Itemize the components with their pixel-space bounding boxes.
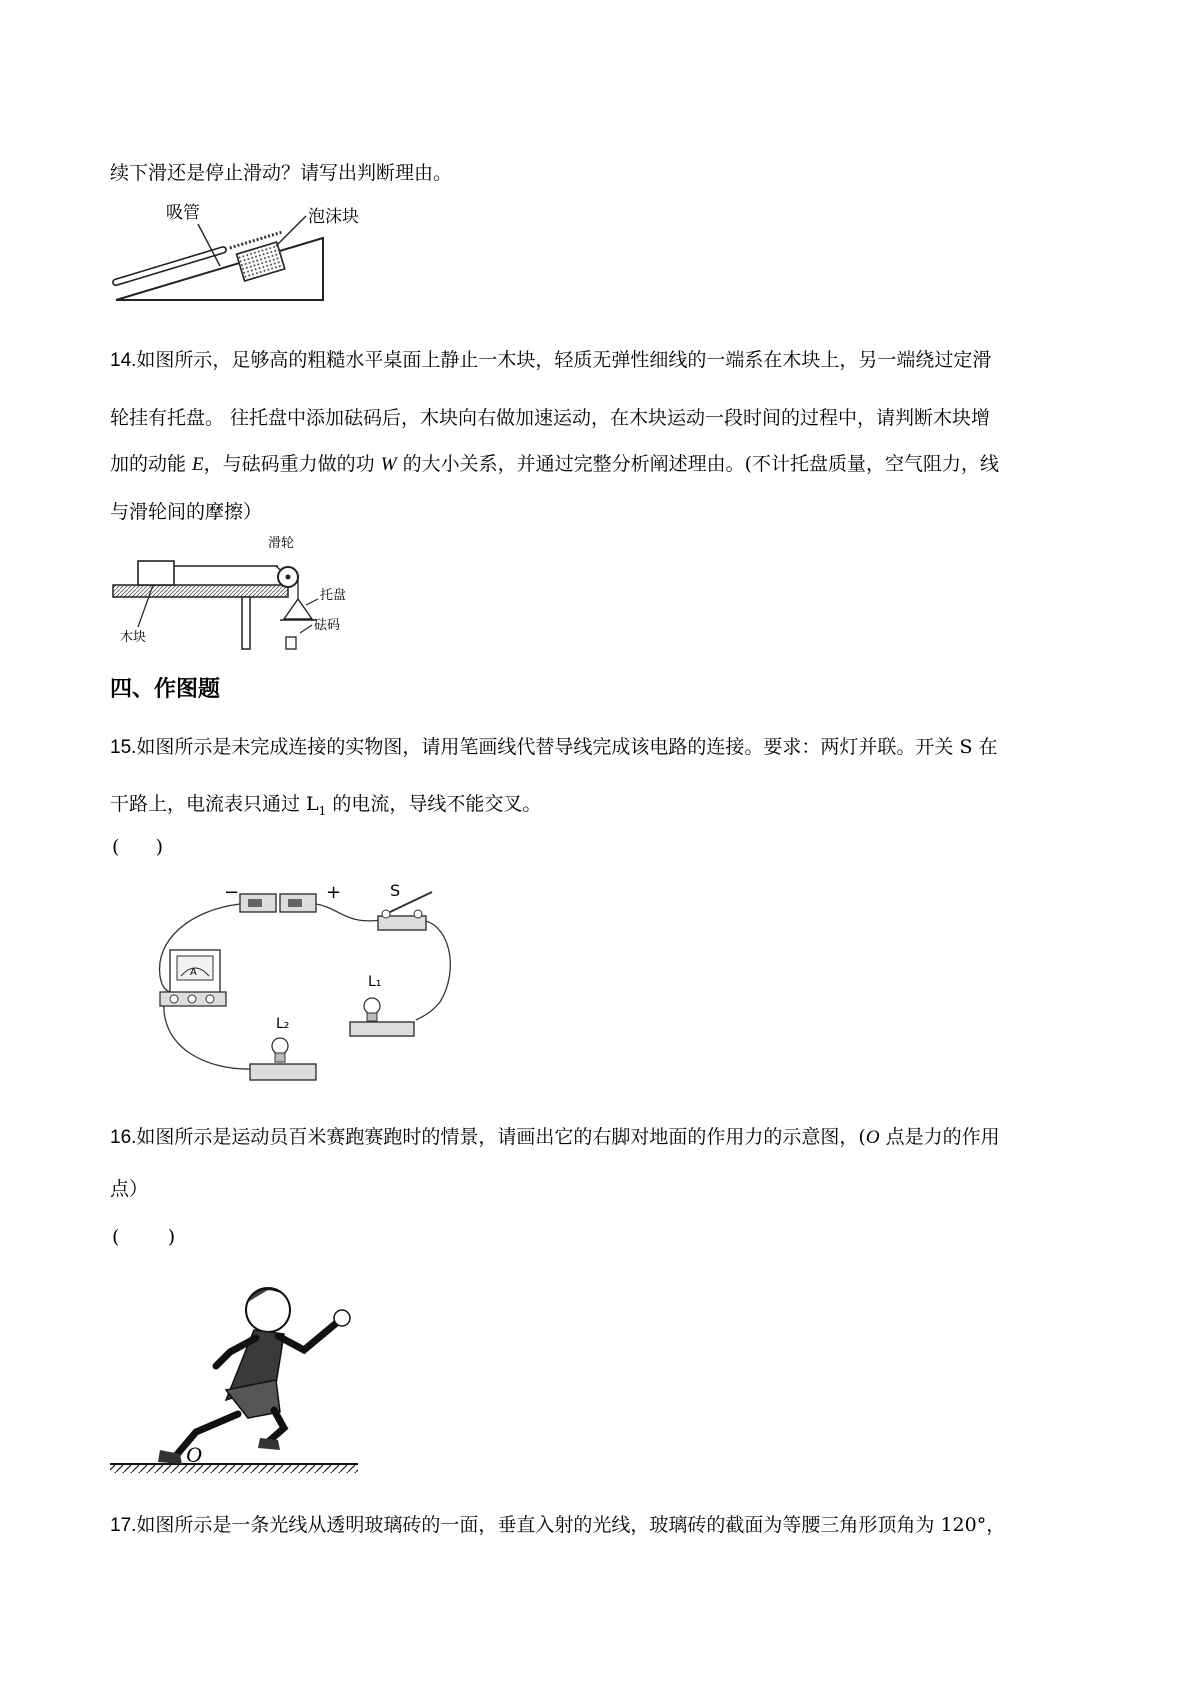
q15-circuit-figure <box>150 880 480 1090</box>
lamp1-label: L₁ <box>368 974 382 990</box>
straw-label: 吸管 <box>166 203 200 223</box>
block-label: 木块 <box>120 630 147 645</box>
q15-line1 <box>110 732 998 759</box>
q16-line1-a: 如图所示是运动员百米赛跑赛跑时的情景，请画出它的右脚对地面的作用力的示意图，( <box>136 1126 866 1148</box>
q15-number: 15. <box>110 737 137 758</box>
q14-line2: 轮挂有托盘。 往托盘中添加砝码后，木块向右做加速运动，在木块运动一段时间的过程中，请判断木块增 <box>110 407 991 429</box>
q15-line2-a: 干路上，电流表只通过 L <box>110 793 319 815</box>
q17-line1 <box>110 1510 1005 1537</box>
battery-minus-label: − <box>224 882 240 903</box>
q14-line4: 与滑轮间的摩擦） <box>110 501 263 523</box>
q16-line1 <box>110 1122 1000 1149</box>
point-O-label: O <box>186 1442 202 1467</box>
q15-answer-blank: ( ) <box>112 836 164 858</box>
q13-incline-figure <box>108 200 388 305</box>
q14-line1 <box>110 345 991 372</box>
q16-runner-figure <box>108 1272 368 1482</box>
q17-line1-text: 如图所示是一条光线从透明玻璃砖的一面，垂直入射的光线，玻璃砖的截面为等腰三角形顶角为 120°， <box>136 1514 1006 1536</box>
q16-number: 16. <box>110 1127 137 1148</box>
q16-line1-b: 点是力的作用 <box>879 1126 1000 1148</box>
q15-line2 <box>110 789 541 818</box>
q16-symbol-O: O <box>865 1127 880 1148</box>
q14-line3 <box>110 449 999 476</box>
q14-pulley-figure <box>108 533 398 653</box>
pulley-label: 滑轮 <box>268 536 295 551</box>
q16-answer-blank: ( ) <box>112 1226 176 1248</box>
q13-tail-text: 续下滑还是停止滑动？请写出判断理由。 <box>110 162 453 184</box>
weight-label: 砝码 <box>314 618 341 633</box>
q15-line1-text: 如图所示是未完成连接的实物图，请用笔画线代替导线完成该电路的连接。要求：两灯并联。开关 S 在 <box>136 736 998 758</box>
q14-symbol-W: W <box>380 454 397 475</box>
q14-line3-b: ，与砝码重力做的功 <box>203 453 381 475</box>
battery-plus-label: + <box>326 882 342 903</box>
q16-line2: 点） <box>110 1178 149 1200</box>
foam-label: 泡沫块 <box>308 207 359 227</box>
q15-line2-sub: 1 <box>318 803 327 818</box>
q14-line3-a: 加的动能 <box>110 453 193 475</box>
q14-line1-text: 如图所示，足够高的粗糙水平桌面上静止一木块，轻质无弹性细线的一端系在木块上，另一端绕过定滑 <box>136 349 992 371</box>
section-heading: 四、作图题 <box>110 677 221 702</box>
q15-line2-b: 的电流，导线不能交叉。 <box>326 793 542 815</box>
ammeter-label: A <box>190 967 197 978</box>
q14-symbol-E: E <box>192 454 204 475</box>
q14-number: 14. <box>110 350 137 371</box>
tray-label: 托盘 <box>320 588 347 603</box>
q17-number: 17. <box>110 1515 137 1536</box>
q14-line3-c: 的大小关系，并通过完整分析阐述理由。(不计托盘质量，空气阻力，线 <box>396 453 999 475</box>
switch-label: S <box>390 881 401 900</box>
lamp2-label: L₂ <box>276 1016 290 1032</box>
